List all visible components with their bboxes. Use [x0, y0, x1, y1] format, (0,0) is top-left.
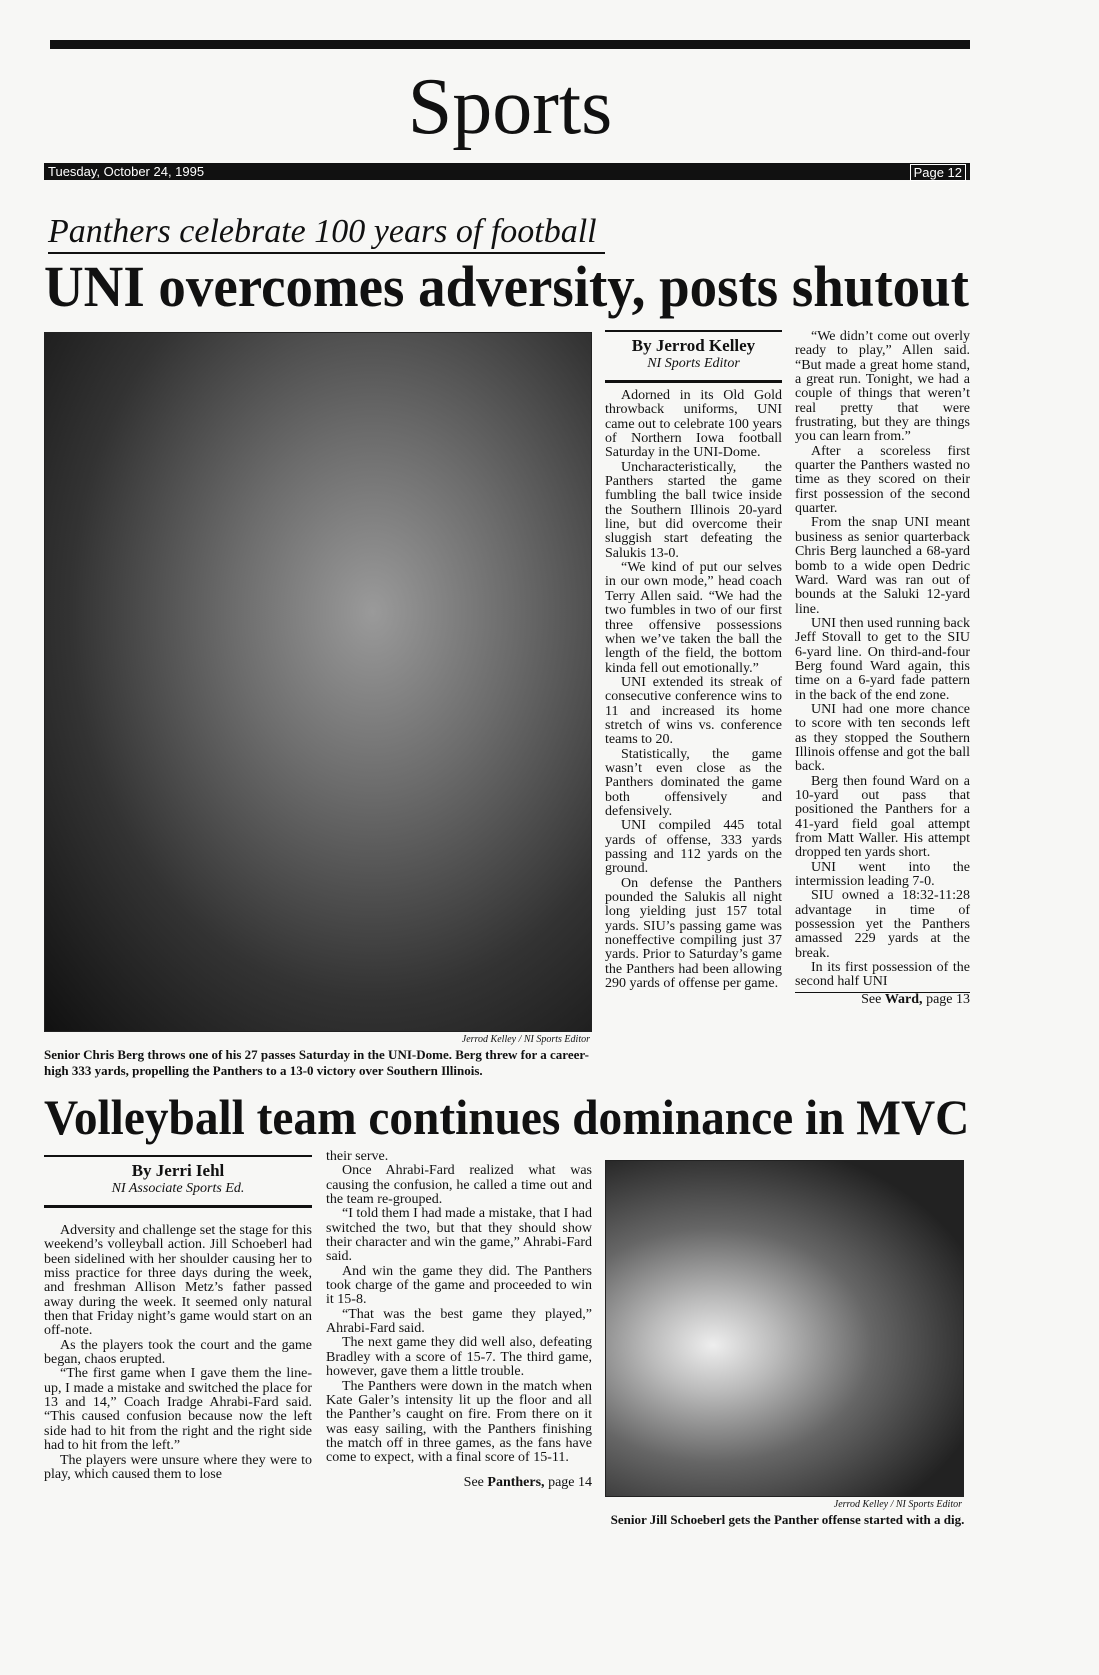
- paragraph: “We didn’t come out overly ready to play,” Allen said. “But made a great home stand, a great run. Tonight, we had a couple of things that weren’t real pretty that were frustrating, but they are things you can learn from.”: [795, 329, 970, 445]
- volleyball-photo: [605, 1160, 964, 1497]
- paragraph: Adversity and challenge set the stage for this weekend’s volleyball action. Jill Schoeberl had been sidelined with her shoulder causing her to miss practice for three days during the week, and freshman Allison Metz’s father passed away during the week. It seemed only natural then that Friday night’s game would start on an off-note.: [44, 1223, 312, 1339]
- byline: [44, 1155, 312, 1208]
- story1-column-1: [605, 330, 782, 991]
- continued-text: their serve.: [326, 1149, 389, 1164]
- paragraph: As the players took the court and the game began, chaos erupted.: [44, 1337, 312, 1368]
- story1-headline: UNI overcomes adversity, posts shutout: [44, 254, 969, 319]
- top-rule: [50, 40, 970, 49]
- paragraph: UNI compiled 445 total yards of offense, 333 yards passing and 112 yards on the ground.: [605, 818, 782, 877]
- story1-column-2: [795, 330, 970, 1007]
- issue-date: Tuesday, October 24, 1995: [48, 164, 205, 179]
- photo-credit: Jerrod Kelley / NI Sports Editor: [833, 1499, 962, 1510]
- story2-column-1: [44, 1155, 312, 1482]
- paragraph: Statistically, the game wasn’t even close as the Panthers dominated the game both offensively and defensively.: [605, 746, 782, 819]
- paragraph: And win the game they did. The Panthers took charge of the game and proceeded to win it 15-8.: [326, 1263, 592, 1308]
- photo-caption: Senior Chris Berg throws one of his 27 passes Saturday in the UNI-Dome. Berg threw for a career-high 333 yards, propelling the Panthers to a 13-0 victory over Southern Illinois.: [44, 1047, 589, 1078]
- paragraph: Berg then found Ward on a 10-yard out pass that positioned the Panthers for a 41-yard field goal attempt from Matt Waller. His attempt dropped ten yards short.: [795, 773, 970, 861]
- paragraph: UNI went into the intermission leading 7-0.: [795, 859, 970, 890]
- paragraph: Uncharacteristically, the Panthers started the game fumbling the ball twice inside the Southern Illinois 20-yard line, but did overcome their sluggish start defeating the Salukis 13-0.: [605, 459, 782, 561]
- paragraph: “That was the best game they played,” Ahrabi-Fard said.: [326, 1306, 592, 1337]
- page-number: Page 12: [910, 164, 966, 181]
- paragraph: “I told them I had made a mistake, that I had switched the two, but that they should show their character and win the game,” Ahrabi-Fard said.: [326, 1206, 592, 1265]
- byline-title: NI Associate Sports Ed.: [111, 1181, 245, 1196]
- photo-caption: Senior Jill Schoeberl gets the Panther offense started with a dig.: [610, 1512, 965, 1527]
- football-photo: [44, 332, 592, 1032]
- photo-credit: Jerrod Kelley / NI Sports Editor: [461, 1034, 590, 1045]
- story1-kicker: Panthers celebrate 100 years of football: [48, 212, 605, 254]
- paragraph: On defense the Panthers pounded the Salukis all night long yielding just 157 total yards. SIU’s passing game was noneffective compiling just 37 yards. Prior to Saturday’s game the Panthers had been allowing 290 yards of offense per game.: [605, 875, 782, 992]
- story2-column-2: [326, 1150, 592, 1490]
- paragraph: From the snap UNI meant business as senior quarterback Chris Berg launched a 68-yard bomb to a wide open Dedric Ward. Ward was ran out of bounds at the Saluki 12-yard line.: [795, 515, 970, 617]
- paragraph: After a scoreless first quarter the Panthers wasted no time as they scored on their first possession of the second quarter.: [795, 443, 970, 517]
- paragraph: In its first possession of the second half UNI: [795, 960, 970, 990]
- paragraph: SIU owned a 18:32-11:28 advantage in time of possession yet the Panthers amassed 229 yards at the break.: [795, 888, 970, 961]
- byline-title: NI Sports Editor: [647, 356, 740, 371]
- jump-line: See Ward, page 13: [795, 992, 970, 1007]
- paragraph: The players were unsure where they were to play, which caused them to lose: [44, 1452, 312, 1482]
- paragraph: Once Ahrabi-Fard realized what was causing the confusion, he called a time out and the team re-grouped.: [326, 1163, 592, 1208]
- jump-line: See Panthers, page 14: [463, 1474, 592, 1490]
- story2-headline: Volleyball team continues dominance in MVC: [44, 1089, 970, 1145]
- byline-name: By Jerrod Kelley: [631, 336, 756, 355]
- paragraph: UNI had one more chance to score with ten seconds left as they stopped the Southern Illinois offense and got the ball back.: [795, 701, 970, 775]
- section-title: Sports: [407, 63, 613, 151]
- paragraph: The next game they did well also, defeating Bradley with a score of 15-7. The third game, however, gave them a little trouble.: [326, 1335, 592, 1380]
- date-bar: [44, 163, 970, 180]
- paragraph: “We kind of put our selves in our own mode,” head coach Terry Allen said. “We had the two fumbles in two of our first three offensive possessions when we’ve taken the ball the length of the field, the bottom kinda fell out emotionally.”: [605, 560, 782, 676]
- paragraph: UNI then used running back Jeff Stovall to get to the SIU 6-yard line. On third-and-four Berg found Ward again, this time on a 6-yard fade pattern in the back of the end zone.: [795, 615, 970, 703]
- paragraph: “The first game when I gave them the line-up, I made a mistake and switched the place for 13 and 14,” Coach Iradge Ahrabi-Fard said. “This caused confusion because now the left side had to hit from the right and the right side had to hit from the left.”: [44, 1366, 312, 1454]
- byline-name: By Jerri Iehl: [131, 1161, 225, 1180]
- paragraph: The Panthers were down in the match when Kate Galer’s intensity lit up the floor and all the Panther’s caught on fire. From there on it was easy sailing, with the Panthers finishing the match off in three games, as the fans have come to expect, with a final score of 15-11.: [326, 1378, 592, 1466]
- paragraph: Adorned in its Old Gold throwback uniforms, UNI came out to celebrate 100 years of Northern Iowa football Saturday in the UNI-Dome.: [605, 388, 782, 461]
- byline: [605, 330, 782, 383]
- paragraph: UNI extended its streak of consecutive conference wins to 11 and increased its home stretch of wins vs. conference teams to 20.: [605, 674, 782, 748]
